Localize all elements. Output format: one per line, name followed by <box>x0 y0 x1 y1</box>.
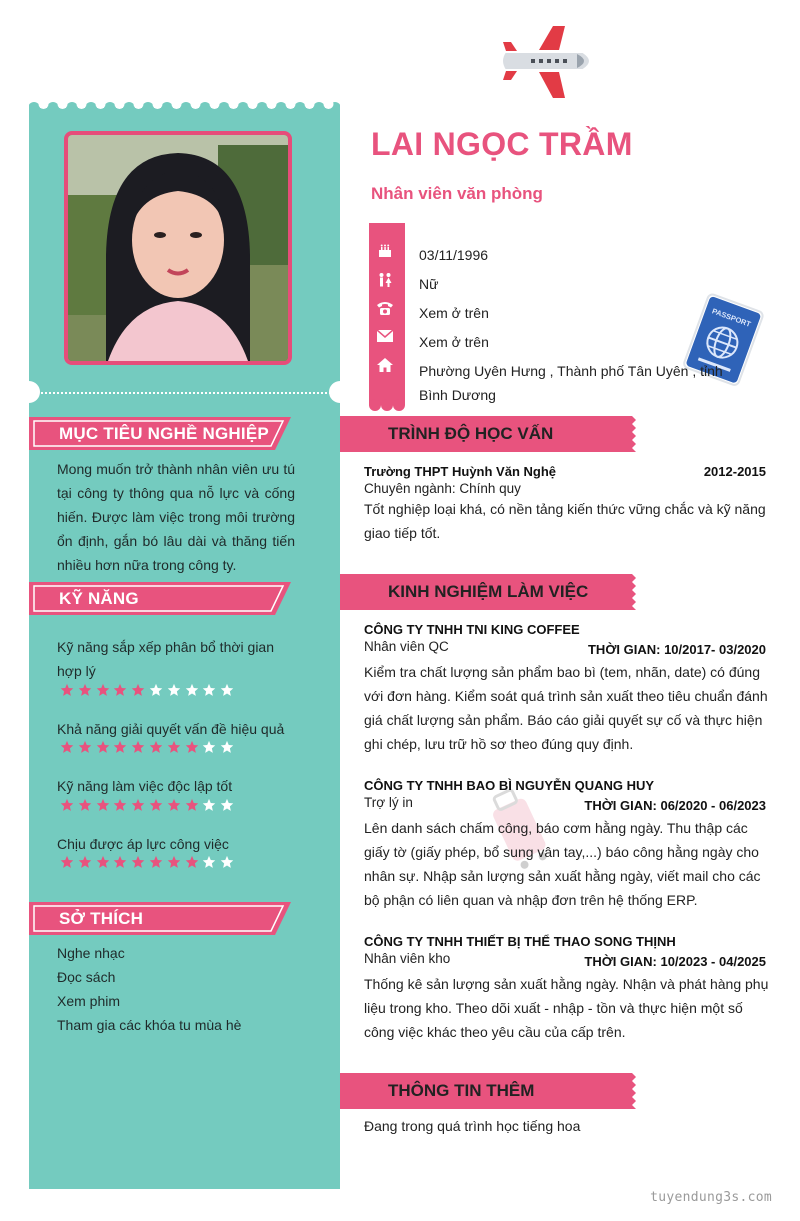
star-filled-icon <box>131 683 145 697</box>
education-description: Tốt nghiệp loại khá, có nền tảng kiến thức vững chắc và kỹ năng giao tiếp tốt. <box>364 501 766 541</box>
star-filled-icon <box>60 855 74 869</box>
star-empty-icon <box>167 683 181 697</box>
star-filled-icon <box>78 798 92 812</box>
birthday-value: 03/11/1996 <box>419 247 489 263</box>
star-filled-icon <box>131 798 145 812</box>
home-icon <box>376 357 394 373</box>
skill-rating <box>60 855 234 871</box>
profile-photo <box>64 131 292 365</box>
star-filled-icon <box>167 798 181 812</box>
job-period: THỜI GIAN: 10/2017- 03/2020 <box>587 642 766 657</box>
objective-text: Mong muốn trở thành nhân viên ưu tú tại công ty thông qua nỗ lực và cống hiến. Được làm việc trong môi trường ổn định, gắn bó lâu dài và thăng tiến nhiều hơn nữa trong công ty. <box>57 461 295 573</box>
hobbies-title: SỞ THÍCH <box>59 909 144 928</box>
job-position: Trợ lý in <box>364 795 413 810</box>
star-filled-icon <box>96 683 110 697</box>
education-major: Chuyên ngành: Chính quy <box>364 481 521 496</box>
star-filled-icon <box>113 683 127 697</box>
job-description: Thống kê sản lượng sản xuất hằng ngày. Nhận và phát hàng phụ liệu trong kho. Theo dõi xuất - nhập - tồn và thực hiện một số công việc khác theo yêu cầu của cấp trên. <box>364 976 769 1040</box>
star-empty-icon <box>185 683 199 697</box>
skill-name: Khả năng giải quyết vấn đề hiệu quả <box>57 721 285 737</box>
star-empty-icon <box>220 683 234 697</box>
star-empty-icon <box>202 855 216 869</box>
star-filled-icon <box>113 798 127 812</box>
email-value: Xem ở trên <box>419 334 489 350</box>
job-position: Nhân viên kho <box>364 951 451 966</box>
star-filled-icon <box>185 855 199 869</box>
star-filled-icon <box>167 855 181 869</box>
job-position: Nhân viên QC <box>364 639 449 654</box>
job-period: THỜI GIAN: 10/2023 - 04/2025 <box>584 954 766 969</box>
address-value: Phường Uyên Hưng , Thành phố Tân Uyên , tỉnh Bình Dương <box>419 363 723 403</box>
education-title: TRÌNH ĐỘ HỌC VẤN <box>388 424 554 443</box>
star-filled-icon <box>113 740 127 754</box>
star-filled-icon <box>60 798 74 812</box>
phone-icon <box>376 300 394 316</box>
star-filled-icon <box>96 855 110 869</box>
star-filled-icon <box>185 798 199 812</box>
education-period: 2012-2015 <box>703 464 766 479</box>
star-filled-icon <box>113 855 127 869</box>
skill-name: Chịu được áp lực công việc <box>57 836 229 852</box>
birthday-cake-icon <box>377 242 393 258</box>
ticket-perforation <box>34 392 334 394</box>
job-description: Kiểm tra chất lượng sản phẩm bao bì (tem, nhãn, date) có đúng với đơn hàng. Kiểm soát quá trình sản xuất theo tiêu chuẩn đánh giá chất lượng sản phẩm. Báo cáo giải quyết sự cố và thực hiện ghi chép, lưu trữ hồ sơ theo đúng quy định. <box>364 664 768 752</box>
star-filled-icon <box>96 740 110 754</box>
ticket-scallop-edge <box>29 98 340 118</box>
skill-rating <box>60 683 234 699</box>
site-watermark: tuyendung3s.com <box>650 1190 772 1205</box>
star-empty-icon <box>202 798 216 812</box>
skill-name: Kỹ năng sắp xếp phân bổ thời gian hợp lý <box>57 639 275 679</box>
skill-rating <box>60 740 234 756</box>
hobby-item: Đọc sách <box>57 969 116 985</box>
star-empty-icon <box>220 798 234 812</box>
star-filled-icon <box>60 683 74 697</box>
gender-value: Nữ <box>419 276 439 292</box>
job-company: CÔNG TY TNHH THIẾT BỊ THỂ THAO SONG THỊNH <box>364 934 676 949</box>
star-empty-icon <box>202 740 216 754</box>
star-filled-icon <box>60 740 74 754</box>
job-company: CÔNG TY TNHH BAO BÌ NGUYỄN QUANG HUY <box>364 778 655 793</box>
star-filled-icon <box>185 740 199 754</box>
extra-title: THÔNG TIN THÊM <box>388 1081 535 1100</box>
email-icon <box>376 329 394 343</box>
skill-name: Kỹ năng làm việc độc lập tốt <box>57 778 233 794</box>
star-filled-icon <box>149 855 163 869</box>
star-filled-icon <box>131 855 145 869</box>
star-filled-icon <box>78 740 92 754</box>
job-period: THỜI GIAN: 06/2020 - 06/2023 <box>584 798 766 813</box>
skills-title: KỸ NĂNG <box>59 589 139 608</box>
airplane-icon <box>495 22 600 102</box>
passport-label: PASSPORT <box>710 306 753 329</box>
star-filled-icon <box>78 855 92 869</box>
star-empty-icon <box>220 740 234 754</box>
star-filled-icon <box>78 683 92 697</box>
star-filled-icon <box>96 798 110 812</box>
objective-title: MỤC TIÊU NGHỀ NGHIỆP <box>59 424 269 443</box>
hobby-item: Tham gia các khóa tu mùa hè <box>57 1017 242 1033</box>
hobby-item: Nghe nhạc <box>57 945 125 961</box>
candidate-role: Nhân viên văn phòng <box>371 184 543 203</box>
education-school: Trường THPT Huỳnh Văn Nghệ <box>364 464 556 479</box>
experience-title: KINH NGHIỆM LÀM VIỆC <box>388 582 589 601</box>
star-filled-icon <box>167 740 181 754</box>
phone-value: Xem ở trên <box>419 305 489 321</box>
star-empty-icon <box>202 683 216 697</box>
star-filled-icon <box>131 740 145 754</box>
star-filled-icon <box>149 740 163 754</box>
star-filled-icon <box>149 798 163 812</box>
gender-icon <box>377 272 393 288</box>
skill-rating <box>60 798 234 814</box>
extra-text: Đang trong quá trình học tiếng hoa <box>364 1118 581 1134</box>
star-empty-icon <box>149 683 163 697</box>
job-description: Lên danh sách chấm công, báo cơm hằng ngày. Thu thập các giấy tờ (giấy phép, bổ sung vân tay,...) báo công hằng ngày cho nhân sự. Nhập sản lượng sản xuất hằng ngày, viết mail cho các bộ phận có liên quan và nhập đơn trên hệ thống ERP. <box>364 820 761 908</box>
hobby-item: Xem phim <box>57 993 121 1009</box>
job-company: CÔNG TY TNHH TNI KING COFFEE <box>364 622 580 637</box>
candidate-name: LAI NGỌC TRẦM <box>371 126 633 162</box>
star-empty-icon <box>220 855 234 869</box>
